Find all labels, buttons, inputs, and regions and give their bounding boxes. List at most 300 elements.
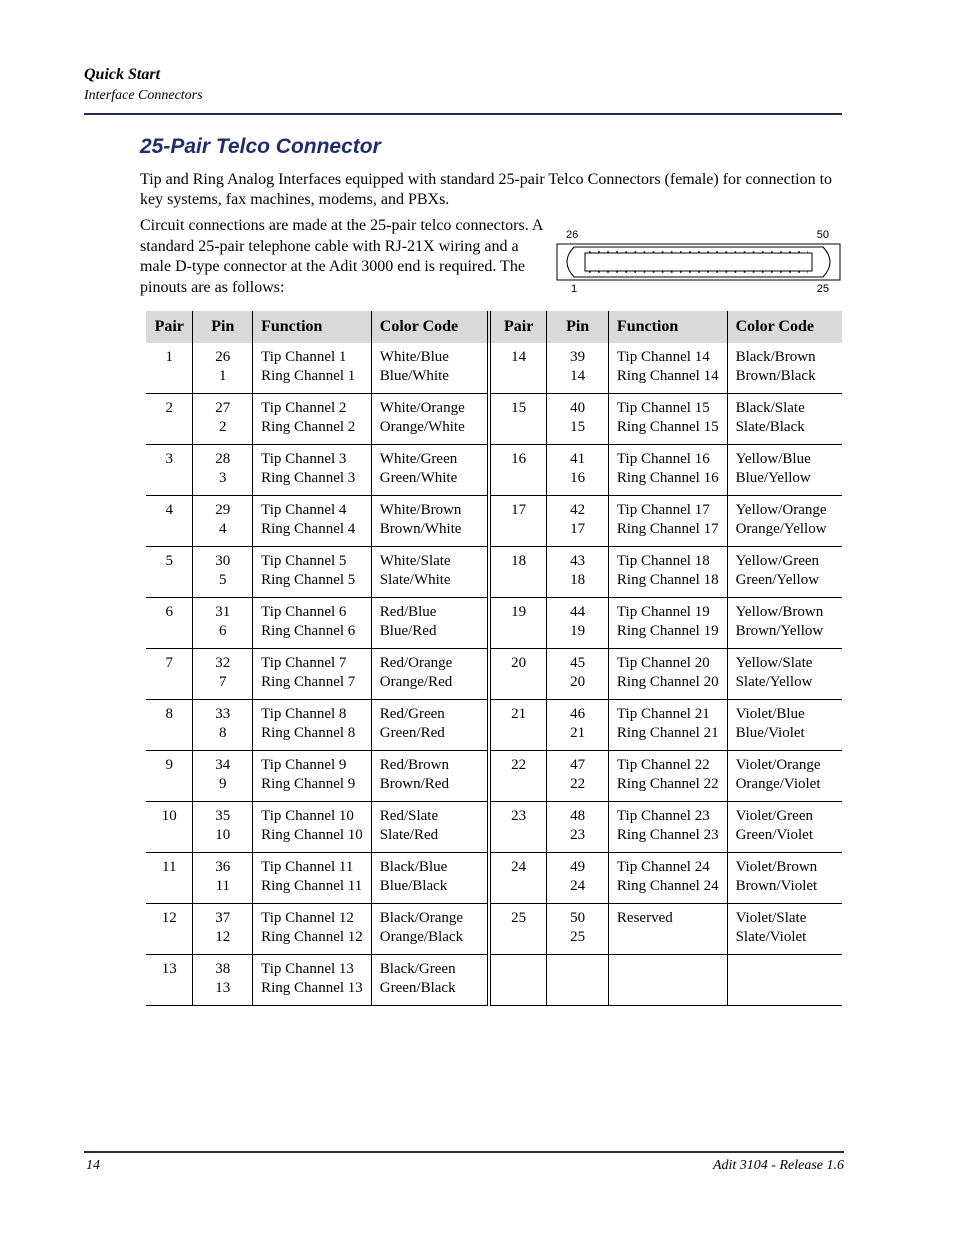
cell-line: Ring Channel 6	[261, 623, 356, 639]
cell-line: Tip Channel 5	[261, 553, 347, 569]
cell-line: Ring Channel 13	[261, 980, 363, 996]
section-title: 25-Pair Telco Connector	[140, 135, 381, 158]
header-pair-left: Pair	[146, 311, 193, 343]
function-cell	[608, 598, 727, 649]
cell-line: 46	[570, 706, 586, 722]
pair-cell	[489, 496, 547, 547]
cell-line: 44	[570, 604, 586, 620]
cell-line: 26	[215, 349, 231, 365]
table-row	[146, 853, 842, 904]
table-row	[146, 649, 842, 700]
cell-line: Brown/White	[379, 521, 462, 537]
cell-line: Tip Channel 21	[616, 706, 710, 722]
color-code-cell	[727, 496, 842, 547]
pin-cell	[547, 700, 609, 751]
pin-cell	[547, 394, 609, 445]
pair-cell	[489, 853, 547, 904]
cell-line: Blue/Yellow	[735, 470, 811, 486]
cell-line: 11	[215, 878, 231, 894]
cell-line: Violet/Green	[735, 808, 813, 824]
cell-line: Ring Channel 3	[261, 470, 356, 486]
cell-line: Blue/Violet	[735, 725, 805, 741]
table-row	[146, 496, 842, 547]
pin-cell	[547, 955, 609, 1006]
color-code-cell	[371, 853, 489, 904]
cell-line: 31	[215, 604, 231, 620]
cell-line: Yellow/Slate	[735, 655, 813, 671]
cell-line: 22	[570, 776, 586, 792]
pin-cell	[193, 445, 253, 496]
cell-line: 9	[165, 757, 173, 773]
pin-cell	[193, 649, 253, 700]
cell-line: 8	[165, 706, 173, 722]
pair-cell	[489, 547, 547, 598]
cell-line: 12	[161, 910, 177, 926]
cell-line: Ring Channel 15	[616, 419, 719, 435]
cell-line: 16	[511, 451, 527, 467]
cell-line: White/Brown	[379, 502, 462, 518]
color-code-cell	[371, 547, 489, 598]
cell-line: 29	[215, 502, 231, 518]
function-cell	[608, 802, 727, 853]
cell-line: 6	[165, 604, 173, 620]
cell-line: Tip Channel 23	[616, 808, 710, 824]
cell-line: 41	[570, 451, 586, 467]
cell-line: Tip Channel 19	[616, 604, 710, 620]
cell-line: 9	[219, 776, 227, 792]
cell-line: Brown/Yellow	[735, 623, 824, 639]
cell-line: 4	[219, 521, 227, 537]
function-cell	[253, 649, 372, 700]
color-code-cell	[371, 802, 489, 853]
pin-cell	[547, 904, 609, 955]
table-row	[146, 700, 842, 751]
table-header-row	[146, 311, 842, 343]
color-code-cell	[727, 445, 842, 496]
pair-cell	[489, 394, 547, 445]
color-code-cell	[727, 751, 842, 802]
function-cell	[608, 343, 727, 394]
cell-line: Slate/White	[379, 572, 451, 588]
pin-cell	[547, 751, 609, 802]
footer-rule	[84, 1151, 844, 1153]
pair-cell	[489, 904, 547, 955]
cell-line: 43	[570, 553, 586, 569]
pair-cell	[489, 751, 547, 802]
function-cell	[608, 394, 727, 445]
cell-line: 17	[511, 502, 527, 518]
cell-line: 12	[215, 929, 231, 945]
cell-line: 23	[570, 827, 586, 843]
pin-cell	[547, 496, 609, 547]
pin-cell	[547, 802, 609, 853]
pin-cell	[193, 343, 253, 394]
pair-cell	[146, 802, 193, 853]
cell-line: Tip Channel 18	[616, 553, 710, 569]
function-cell	[608, 445, 727, 496]
cell-line: 40	[570, 400, 586, 416]
header-function-right: Function	[608, 311, 727, 343]
color-code-cell	[727, 598, 842, 649]
table-row	[146, 445, 842, 496]
cell-line: Black/Blue	[379, 859, 448, 875]
cell-line: Yellow/Blue	[735, 451, 811, 467]
pin-cell	[193, 598, 253, 649]
cell-line: 27	[215, 400, 231, 416]
pinout-table-body	[146, 343, 842, 1006]
cell-line: 17	[570, 521, 586, 537]
function-cell	[608, 751, 727, 802]
cell-line: Orange/Yellow	[735, 521, 827, 537]
cell-line: 21	[511, 706, 527, 722]
cell-line: Blue/White	[379, 368, 449, 384]
connector-shape	[556, 243, 841, 281]
cell-line: Green/Red	[379, 725, 445, 741]
pin-cell	[193, 547, 253, 598]
table-row	[146, 598, 842, 649]
cell-line: Orange/Red	[379, 674, 453, 690]
cell-line: Tip Channel 20	[616, 655, 710, 671]
cell-line: 19	[570, 623, 586, 639]
function-cell	[253, 343, 372, 394]
cell-line: Tip Channel 15	[616, 400, 710, 416]
function-cell	[608, 700, 727, 751]
cell-line: 33	[215, 706, 231, 722]
cell-line: Blue/Black	[379, 878, 448, 894]
cell-line: Slate/Yellow	[735, 674, 813, 690]
cell-line: 15	[570, 419, 586, 435]
header-function-left: Function	[253, 311, 372, 343]
cell-line: 10	[215, 827, 231, 843]
cell-line: Ring Channel 24	[616, 878, 719, 894]
cell-line: Tip Channel 13	[261, 961, 354, 977]
cell-line: 13	[161, 961, 177, 977]
cell-line: White/Slate	[379, 553, 451, 569]
function-cell	[253, 598, 372, 649]
cell-line: 32	[215, 655, 231, 671]
cell-line: 18	[511, 553, 527, 569]
cell-line: Red/Green	[379, 706, 445, 722]
header-color-right: Color Code	[727, 311, 842, 343]
connector-label-top-right: 50	[816, 229, 829, 241]
cell-line: 6	[219, 623, 227, 639]
color-code-cell	[371, 496, 489, 547]
cell-line: Ring Channel 20	[616, 674, 719, 690]
cell-line: Tip Channel 1	[261, 349, 347, 365]
cell-line: Violet/Brown	[735, 859, 818, 875]
cell-line: Violet/Orange	[735, 757, 821, 773]
cell-line: Green/White	[379, 470, 458, 486]
cell-line: Tip Channel 4	[261, 502, 347, 518]
cell-line: Ring Channel 9	[261, 776, 356, 792]
cell-line: 19	[511, 604, 527, 620]
function-cell	[253, 802, 372, 853]
cell-line: 45	[570, 655, 586, 671]
pinout-table	[146, 311, 842, 1006]
function-cell	[608, 904, 727, 955]
cell-line: 4	[165, 502, 173, 518]
cell-line: Black/Orange	[379, 910, 464, 926]
pin-cell	[547, 343, 609, 394]
cell-line: 25	[570, 929, 586, 945]
cell-line: Tip Channel 7	[261, 655, 347, 671]
cell-line: 42	[570, 502, 586, 518]
header-pin-left: Pin	[193, 311, 253, 343]
cell-line: Ring Channel 7	[261, 674, 356, 690]
intro-paragraph: Tip and Ring Analog Interfaces equipped with standard 25-pair Telco Connectors (female) for connection to key systems, fax machines, modems, and PBXs.	[140, 171, 833, 208]
pair-cell	[489, 955, 547, 1006]
connector-label-top-left: 26	[566, 229, 579, 241]
cell-line: 36	[215, 859, 231, 875]
cell-line: Ring Channel 10	[261, 827, 363, 843]
cell-line: Ring Channel 22	[616, 776, 719, 792]
color-code-cell	[727, 343, 842, 394]
function-cell	[608, 496, 727, 547]
color-code-cell	[371, 649, 489, 700]
cell-line: 1	[219, 368, 227, 384]
cell-line: Red/Blue	[379, 604, 437, 620]
connector-label-bottom-left: 1	[571, 283, 578, 295]
pair-cell	[146, 853, 193, 904]
pin-cell	[193, 496, 253, 547]
cell-line: 48	[570, 808, 586, 824]
cell-line: Red/Orange	[379, 655, 453, 671]
pair-cell	[146, 547, 193, 598]
pair-cell	[146, 904, 193, 955]
header-pair-right: Pair	[489, 311, 547, 343]
cell-line: 7	[219, 674, 227, 690]
cell-line: Ring Channel 1	[261, 368, 356, 384]
cell-line: White/Blue	[379, 349, 449, 365]
cell-line: Slate/Violet	[735, 929, 807, 945]
cell-line: Ring Channel 18	[616, 572, 719, 588]
cell-line: 11	[162, 859, 177, 875]
pin-cell	[193, 394, 253, 445]
pair-cell	[146, 445, 193, 496]
pin-cell	[193, 700, 253, 751]
cell-line: Violet/Slate	[735, 910, 807, 926]
cell-line: Green/Yellow	[735, 572, 820, 588]
cell-line: 20	[570, 674, 586, 690]
cell-line: Reserved	[616, 910, 673, 926]
cell-line: Black/Brown	[735, 349, 816, 365]
cell-line: Black/Green	[379, 961, 456, 977]
color-code-cell	[371, 904, 489, 955]
pair-cell	[146, 751, 193, 802]
color-code-cell	[727, 955, 842, 1006]
cell-line: 30	[215, 553, 231, 569]
cell-line: Blue/Red	[379, 623, 437, 639]
pin-cell	[193, 751, 253, 802]
cell-line: Tip Channel 12	[261, 910, 354, 926]
cell-line: 18	[570, 572, 586, 588]
color-code-cell	[371, 394, 489, 445]
cell-line: Green/Black	[379, 980, 456, 996]
cell-line: 22	[511, 757, 527, 773]
function-cell	[608, 955, 727, 1006]
pair-cell	[146, 343, 193, 394]
header-pin-right: Pin	[547, 311, 609, 343]
cell-line: Ring Channel 21	[616, 725, 719, 741]
cell-line: Tip Channel 17	[616, 502, 710, 518]
header-rule	[84, 113, 842, 115]
circuit-paragraph: Circuit connections are made at the 25-pair telco connectors. A standard 25-pair telephone cable with RJ-21X wiring and a male D-type connector at the Adit 3000 end is required. The pinouts are as follows:	[140, 217, 543, 296]
function-cell	[253, 445, 372, 496]
cell-line: Yellow/Green	[735, 553, 820, 569]
cell-line: 21	[570, 725, 586, 741]
cell-line: Ring Channel 17	[616, 521, 719, 537]
pin-cell	[193, 853, 253, 904]
cell-line: 34	[215, 757, 231, 773]
cell-line: Slate/Black	[735, 419, 805, 435]
function-cell	[253, 394, 372, 445]
pair-cell	[489, 802, 547, 853]
cell-line: Red/Slate	[379, 808, 439, 824]
color-code-cell	[371, 955, 489, 1006]
table-row	[146, 802, 842, 853]
cell-line: Slate/Red	[379, 827, 439, 843]
page-number: 14	[86, 1158, 100, 1173]
cell-line: Tip Channel 22	[616, 757, 710, 773]
cell-line: Brown/Black	[735, 368, 816, 384]
pair-cell	[489, 343, 547, 394]
pin-cell	[193, 904, 253, 955]
cell-line: Ring Channel 11	[261, 878, 363, 894]
cell-line: 3	[219, 470, 227, 486]
cell-line: 5	[219, 572, 227, 588]
cell-line: Ring Channel 12	[261, 929, 363, 945]
cell-line: 14	[511, 349, 527, 365]
pin-cell	[547, 853, 609, 904]
cell-line: Ring Channel 5	[261, 572, 356, 588]
table-row	[146, 394, 842, 445]
cell-line: 20	[511, 655, 527, 671]
cell-line: Tip Channel 11	[261, 859, 354, 875]
function-cell	[608, 853, 727, 904]
cell-line: 24	[570, 878, 586, 894]
cell-line: Ring Channel 8	[261, 725, 356, 741]
telco-connector-diagram	[556, 227, 841, 295]
color-code-cell	[371, 700, 489, 751]
cell-line: 13	[215, 980, 231, 996]
cell-line: Violet/Blue	[735, 706, 805, 722]
function-cell	[253, 853, 372, 904]
cell-line: Black/Slate	[735, 400, 805, 416]
pin-cell	[193, 955, 253, 1006]
cell-line: 28	[215, 451, 231, 467]
function-cell	[608, 547, 727, 598]
cell-line: 7	[165, 655, 173, 671]
cell-line: 5	[165, 553, 173, 569]
pin-cell	[547, 649, 609, 700]
cell-line: Tip Channel 9	[261, 757, 347, 773]
color-code-cell	[371, 445, 489, 496]
cell-line: Brown/Red	[379, 776, 449, 792]
header-color-left: Color Code	[371, 311, 489, 343]
cell-line: Tip Channel 6	[261, 604, 347, 620]
cell-line: 2	[219, 419, 227, 435]
cell-line: 23	[511, 808, 527, 824]
cell-line: Tip Channel 16	[616, 451, 710, 467]
release-label: Adit 3104 - Release 1.6	[712, 1158, 844, 1173]
cell-line: 35	[215, 808, 231, 824]
color-code-cell	[727, 649, 842, 700]
cell-line: 47	[570, 757, 586, 773]
table-row	[146, 751, 842, 802]
cell-line: Yellow/Orange	[735, 502, 827, 518]
cell-line: Yellow/Brown	[735, 604, 824, 620]
pair-cell	[146, 394, 193, 445]
pin-cell	[547, 547, 609, 598]
cell-line: Tip Channel 2	[261, 400, 347, 416]
cell-line: Tip Channel 8	[261, 706, 347, 722]
cell-line: 50	[570, 910, 586, 926]
connector-label-bottom-right: 25	[816, 283, 829, 295]
color-code-cell	[371, 598, 489, 649]
cell-line: 39	[570, 349, 586, 365]
pin-cell	[193, 802, 253, 853]
table-row	[146, 904, 842, 955]
function-cell	[253, 547, 372, 598]
cell-line: Ring Channel 23	[616, 827, 719, 843]
color-code-cell	[371, 751, 489, 802]
cell-line: 3	[165, 451, 173, 467]
pin-cell	[547, 598, 609, 649]
cell-line: 1	[165, 349, 173, 365]
pair-cell	[489, 700, 547, 751]
cell-line: Brown/Violet	[735, 878, 818, 894]
cell-line: Orange/Violet	[735, 776, 821, 792]
cell-line: Orange/Black	[379, 929, 464, 945]
cell-line: 38	[215, 961, 231, 977]
cell-line: Ring Channel 14	[616, 368, 719, 384]
cell-line: Ring Channel 2	[261, 419, 356, 435]
pin-cell	[547, 445, 609, 496]
cell-line: 14	[570, 368, 586, 384]
function-cell	[608, 649, 727, 700]
cell-line: 37	[215, 910, 231, 926]
color-code-cell	[727, 802, 842, 853]
pair-cell	[489, 649, 547, 700]
cell-line: 2	[165, 400, 173, 416]
function-cell	[253, 904, 372, 955]
cell-line: 24	[511, 859, 527, 875]
table-row	[146, 343, 842, 394]
function-cell	[253, 496, 372, 547]
cell-line: Tip Channel 14	[616, 349, 710, 365]
color-code-cell	[371, 343, 489, 394]
header-subtitle: Interface Connectors	[84, 88, 203, 103]
cell-line: 8	[219, 725, 227, 741]
cell-line: Ring Channel 16	[616, 470, 719, 486]
cell-line: Ring Channel 19	[616, 623, 719, 639]
cell-line: 49	[570, 859, 586, 875]
color-code-cell	[727, 853, 842, 904]
cell-line: White/Orange	[379, 400, 465, 416]
function-cell	[253, 700, 372, 751]
pair-cell	[146, 955, 193, 1006]
cell-line: Tip Channel 10	[261, 808, 354, 824]
header-title: Quick Start	[84, 66, 161, 83]
pair-cell	[489, 445, 547, 496]
function-cell	[253, 955, 372, 1006]
cell-line: 10	[161, 808, 177, 824]
cell-line: Green/Violet	[735, 827, 813, 843]
color-code-cell	[727, 904, 842, 955]
table-row	[146, 547, 842, 598]
cell-line: Tip Channel 3	[261, 451, 347, 467]
cell-line: White/Green	[379, 451, 458, 467]
